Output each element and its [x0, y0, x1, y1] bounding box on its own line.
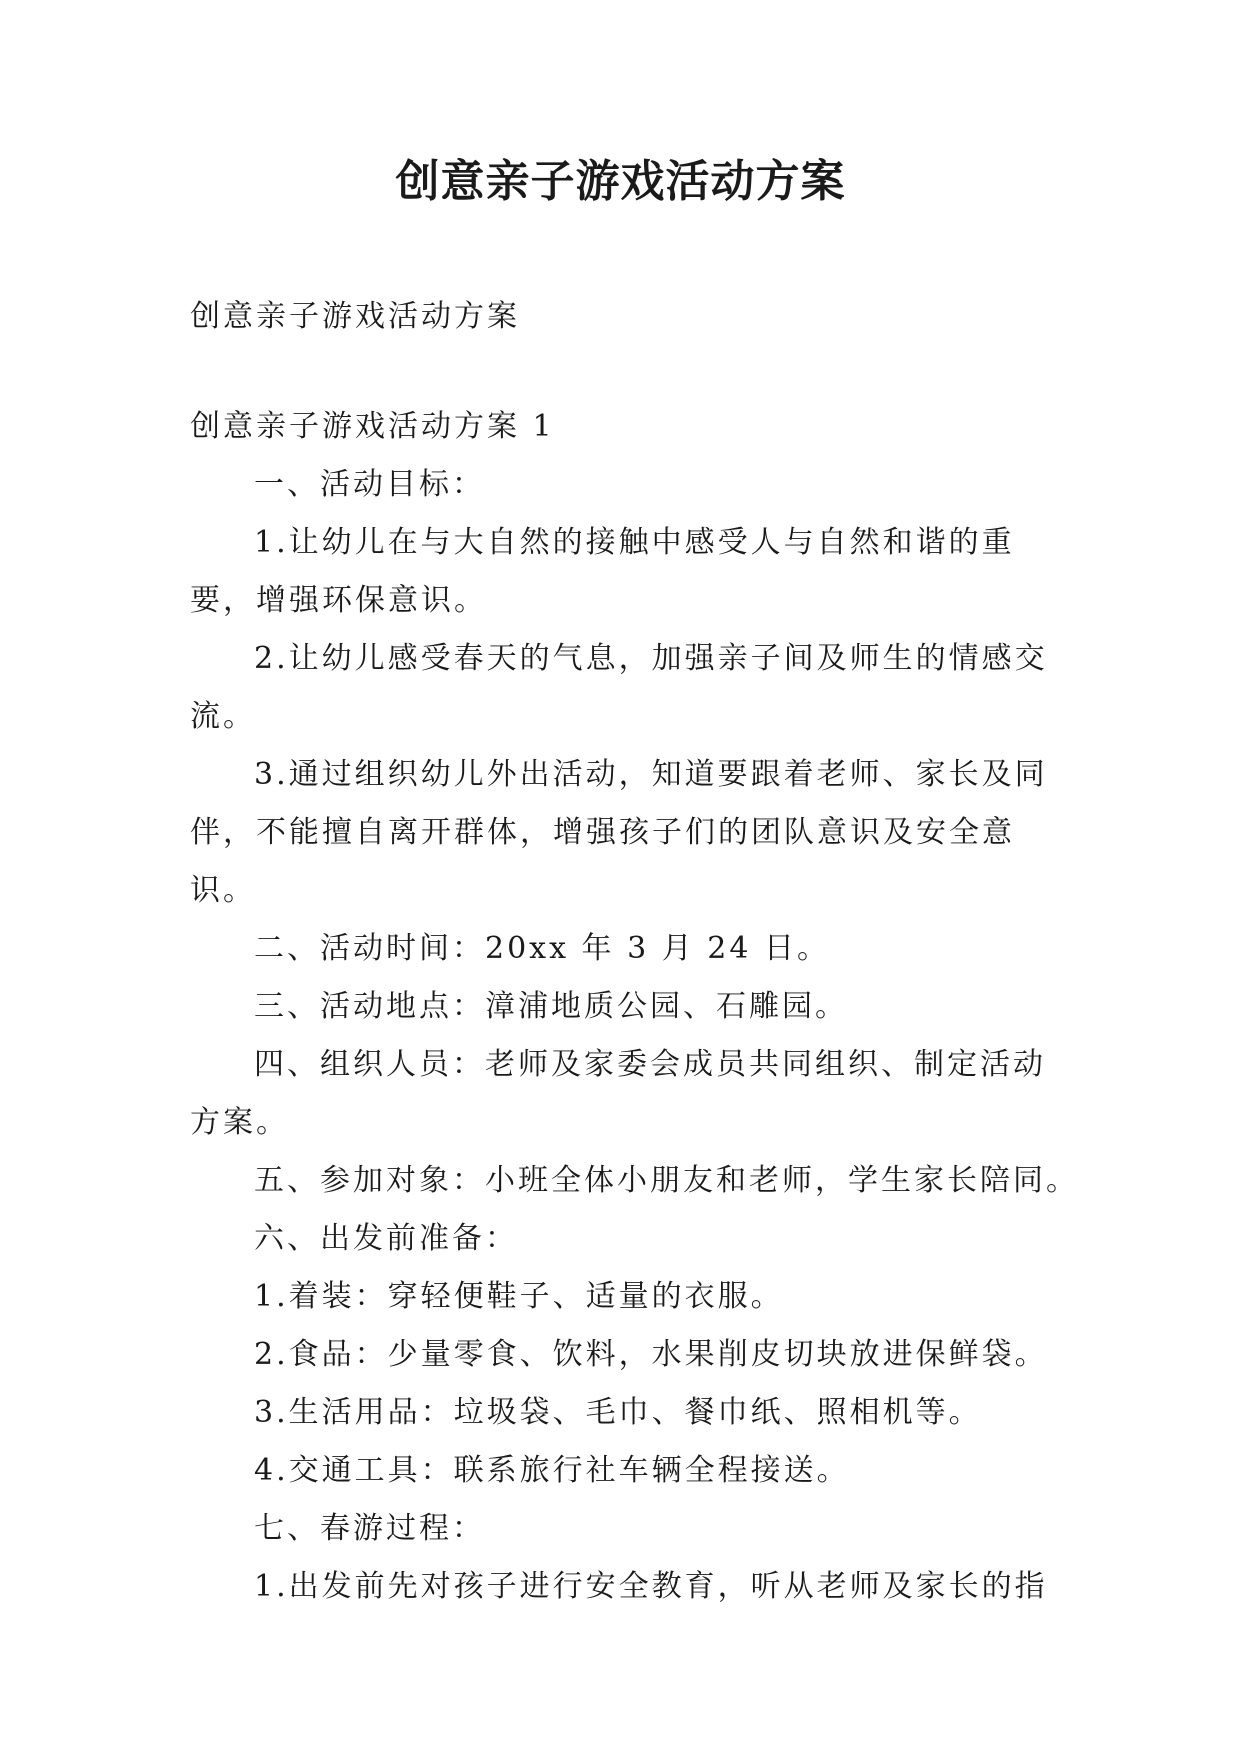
paragraph-process-heading: 七、春游过程： — [254, 1511, 485, 1546]
paragraph-preparation-heading: 六、出发前准备： — [254, 1221, 518, 1256]
paragraph-goal-1: 1.让幼儿在与大自然的接触中感受人与自然和谐的重要，增强环保意识。 — [190, 525, 1015, 618]
section-heading: 创意亲子游戏活动方案 1 — [190, 409, 555, 444]
document-subtitle: 创意亲子游戏活动方案 — [190, 299, 520, 334]
document-body — [190, 288, 1079, 1616]
paragraph-time: 二、活动时间：20xx 年 3 月 24 日。 — [254, 931, 830, 966]
paragraph-process-1: 1.出发前先对孩子进行安全教育，听从老师及家长的指 — [254, 1569, 1048, 1604]
document-title: 创意亲子游戏活动方案 — [395, 156, 846, 207]
paragraph-goals-heading: 一、活动目标： — [254, 467, 485, 502]
paragraph-location: 三、活动地点：漳浦地质公园、石雕园。 — [254, 989, 848, 1024]
paragraph-prep-supplies: 3.生活用品：垃圾袋、毛巾、餐巾纸、照相机等。 — [254, 1395, 982, 1430]
paragraph-participants: 五、参加对象：小班全体小朋友和老师，学生家长陪同。 — [254, 1163, 1079, 1198]
paragraph-organizers: 四、组织人员：老师及家委会成员共同组织、制定活动方案。 — [190, 1047, 1046, 1140]
paragraph-prep-clothing: 1.着装：穿轻便鞋子、适量的衣服。 — [254, 1279, 784, 1314]
paragraph-goal-2: 2.让幼儿感受春天的气息，加强亲子间及师生的情感交流。 — [190, 641, 1048, 734]
paragraph-prep-transport: 4.交通工具：联系旅行社车辆全程接送。 — [254, 1453, 850, 1488]
paragraph-prep-food: 2.食品：少量零食、饮料，水果削皮切块放进保鲜袋。 — [254, 1337, 1048, 1372]
paragraph-goal-3: 3.通过组织幼儿外出活动，知道要跟着老师、家长及同伴，不能擅自离开群体，增强孩子们的团队意识及安全意识。 — [190, 757, 1048, 908]
